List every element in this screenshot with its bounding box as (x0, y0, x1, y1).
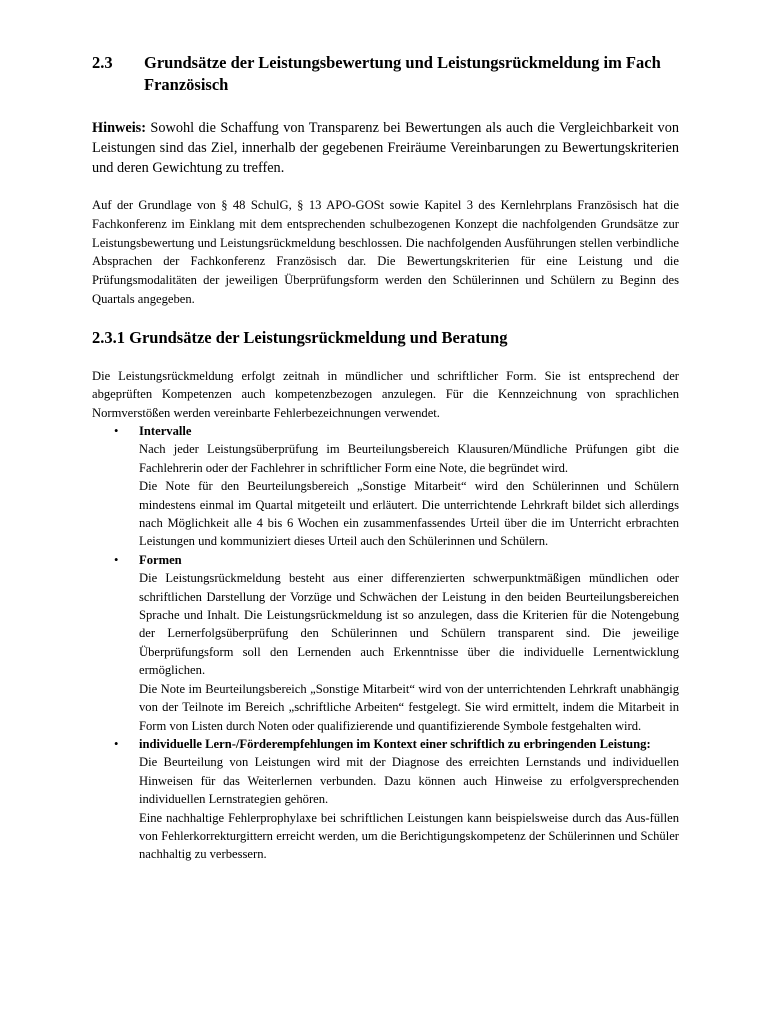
subsection-heading: 2.3.1 Grundsätze der Leistungsrückmeldung und Beratung (92, 327, 508, 347)
list-item-intervalle (92, 422, 679, 551)
list-item-foerderempfehlungen (92, 735, 679, 864)
list-item-paragraph: Nach jeder Leistungsüberprüfung im Beurteilungsbereich Klausuren/Mündliche Prüfungen gibt die Fachlehrerin oder der Fachlehrer in schriftlicher Form eine Note, die begründet wird. (139, 442, 679, 475)
document-page (92, 52, 679, 864)
list-item-paragraph: Die Beurteilung von Leistungen wird mit der Diagnose des erreichten Lernstands und individuellen Hinweisen für das Weiterlernen verbunden. Dazu können auch Hinweise zu erfolgversprechenden individuellen Lernstrategien gehören. (139, 755, 679, 807)
list-item-paragraph: Die Note für den Beurteilungsbereich „Sonstige Mitarbeit“ wird den Schülerinnen und Schülern mindestens einmal im Quartal mitgeteilt und erläutert. Die unterrichtende Lehrkraft bildet sich allerdings nach Möglichkeit alle 4 bis 6 Wochen ein zusammenfassendes Urteil über die im Unterricht erbrachten Leistungen und kommuniziert dieses Urteil auch den Schülerinnen und Schülern. (139, 479, 679, 549)
section-heading (92, 52, 679, 96)
hint-paragraph (92, 118, 679, 178)
bullet-icon: • (114, 424, 119, 438)
bullet-icon: • (114, 736, 119, 751)
list-item-formen (92, 551, 679, 735)
list-item-title: Formen (139, 552, 182, 567)
intro-paragraph: Auf der Grundlage von § 48 SchulG, § 13 APO-GOSt sowie Kapitel 3 des Kernlehrplans Französisch hat die Fachkonferenz im Einklang mit dem entsprechenden schulbezogenen Konzept die nachfolgenden Grundsätze zur Leistungsbewertung und Leistungsrückmeldung beschlossen. Die nachfolgenden Ausführungen stellen verbindliche Absprachen der Fachkonferenz Französisch dar. Die Bewertungskriterien für eine Leistung und die Prüfungsmodalitäten der jeweiligen Überprüfungsform werden den Schülerinnen und Schülern zu Beginn des Quartals angegeben. (92, 198, 679, 306)
hint-label: Hinweis: (92, 120, 147, 136)
list-item-paragraph: Die Note im Beurteilungsbereich „Sonstige Mitarbeit“ wird von der unterrichtenden Lehrkraft unabhängig von der Teilnote im Bereich „schriftliche Arbeiten“ festgelegt. Sie wird ermittelt, indem die Mitarbeit in Form von Listen durch Noten oder qualifizierende und quantifizierende Symbole festgehalten wird. (139, 681, 679, 733)
bullet-icon: • (114, 552, 119, 567)
list-item-title: individuelle Lern-/Förderempfehlungen im Kontext einer schriftlich zu erbringenden Leistung: (139, 736, 651, 751)
hint-text: Sowohl die Schaffung von Transparenz bei Bewertungen als auch die Vergleichbarkeit von Leistungen sind das Ziel, innerhalb der gegebenen Freiräume Vereinbarungen zu Bewertungskriterien und deren Gewichtung zu treffen. (92, 120, 680, 176)
list-item-title: Intervalle (139, 424, 192, 438)
list-item-paragraph: Eine nachhaltige Fehlerprophylaxe bei schriftlichen Leistungen kann beispielsweise durch das Aus-füllen von Fehlerkorrekturgittern erreicht werden, um die Berichtigungskompetenz der Schülerinnen und Schüler nachhaltig zu verbessern. (139, 810, 679, 862)
bullet-list (92, 422, 679, 864)
section-title: Grundsätze der Leistungsbewertung und Leistungsrückmeldung im Fach Französisch (144, 53, 661, 94)
section-number: 2.3 (92, 53, 113, 72)
subsection-paragraph: Die Leistungsrückmeldung erfolgt zeitnah in mündlicher und schriftlicher Form. Sie ist entsprechend der abgeprüften Kompetenzen auch kompetenzbezogen anzulegen. Für die Kennzeichnung von sprachlichen Normverstößen werden vereinbarte Fehlerbezeichnungen verwendet. (92, 368, 679, 420)
list-item-paragraph: Die Leistungsrückmeldung besteht aus einer differenzierten schwerpunktmäßigen mündlichen oder schriftlichen Darstellung der Vorzüge und Schwächen der Leistung in den beiden Beurteilungsbereichen Sprache und Inhalt. Die Leistungsrückmeldung ist so anzulegen, dass die Kriterien für die Notengebung der Lernerfolgsüberprüfung den Schülerinnen und Schülern transparent sind. Die jeweilige Überprüfungsform soll den Lernenden auch Erkenntnisse über die individuelle Lernentwicklung ermöglichen. (139, 571, 679, 678)
